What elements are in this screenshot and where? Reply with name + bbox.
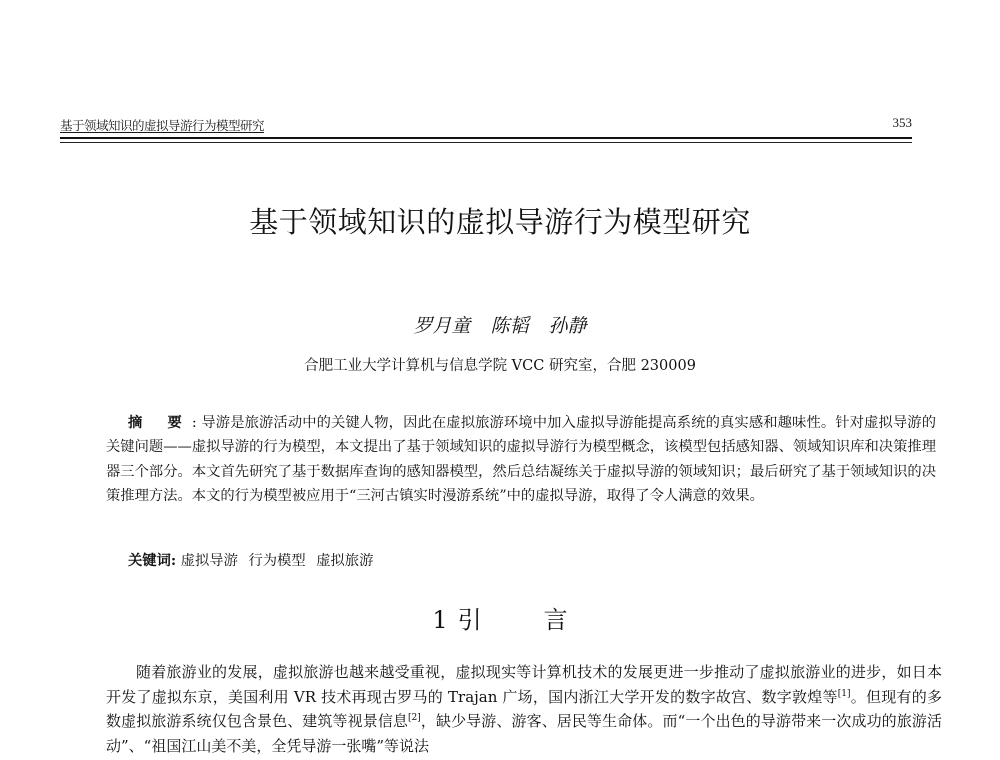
author-3: 孙静: [548, 315, 587, 337]
abstract-text: 导游是旅游活动中的关键人物，因此在虚拟旅游环境中加入虚拟导游能提高系统的真实感和趣味性。针对虚拟导游的关键问题——虚拟导游的行为模型，本文提出了基于领域知识的虚拟导游行为模型概念，该模型包括感知器、领域知识库和决策推理器三个部分。本文首先研究了基于数据库查询的感知器模型，然后总结凝练关于虚拟导游的领域知识；最后研究了基于领域知识的决策推理方法。本文的行为模型被应用于“三河古镇实时漫游系统”中的虚拟导游，取得了令人满意的效果。: [106, 415, 936, 504]
citation-ref-2[interactable]: [2]: [408, 713, 421, 723]
authors: [0, 311, 1000, 338]
abstract-label: 摘 要: [128, 415, 192, 431]
abstract: [106, 411, 936, 508]
header-rule-thin: [60, 142, 912, 143]
section-number: 1: [432, 606, 448, 634]
header-rule-thick: [60, 137, 912, 139]
paper-title: 基于领域知识的虚拟导游行为模型研究: [249, 205, 751, 239]
paragraph-text: 。但现有的多数虚拟旅游系统仅包含景色、建筑等视景信息: [106, 687, 942, 730]
section-title-part2: 言: [543, 606, 568, 634]
keyword-2: 行为模型: [248, 553, 306, 569]
page-number: 353: [892, 115, 912, 130]
author-2: 陈韬: [490, 315, 529, 337]
keyword-1: 虚拟导游: [180, 553, 238, 569]
section-title-part1: 引: [457, 606, 482, 634]
citation-ref-1[interactable]: [1]: [837, 688, 851, 699]
running-header: [60, 114, 912, 136]
section-heading-introduction: [0, 600, 1000, 635]
running-header-title: 基于领域知识的虚拟导游行为模型研究: [60, 118, 265, 133]
abstract-separator: :: [191, 415, 197, 431]
author-1: 罗月童: [413, 315, 471, 337]
keywords-label: 关键词:: [128, 553, 177, 569]
body-paragraph: [106, 660, 942, 758]
paragraph-text: ，缺少导游、游客、居民等生命体。而“一个出色的导游带来一次成功的旅游活动”、“祖国江山美不美，全凭导游一张嘴”等说法: [106, 712, 942, 755]
keyword-3: 虚拟旅游: [316, 553, 374, 569]
affiliation: 合肥工业大学计算机与信息学院 VCC 研究室，合肥 230009: [304, 358, 696, 374]
keywords: [128, 550, 379, 570]
paragraph-text: 随着旅游业的发展，虚拟旅游也越来越受重视，虚拟现实等计算机技术的发展更进一步推动了虚拟旅游业的进步，如日本开发了虚拟东京，美国利用 VR 技术再现古罗马的 Trajan 广场，国内浙江大学开发的数字故宫、数字敦煌等: [106, 663, 942, 706]
